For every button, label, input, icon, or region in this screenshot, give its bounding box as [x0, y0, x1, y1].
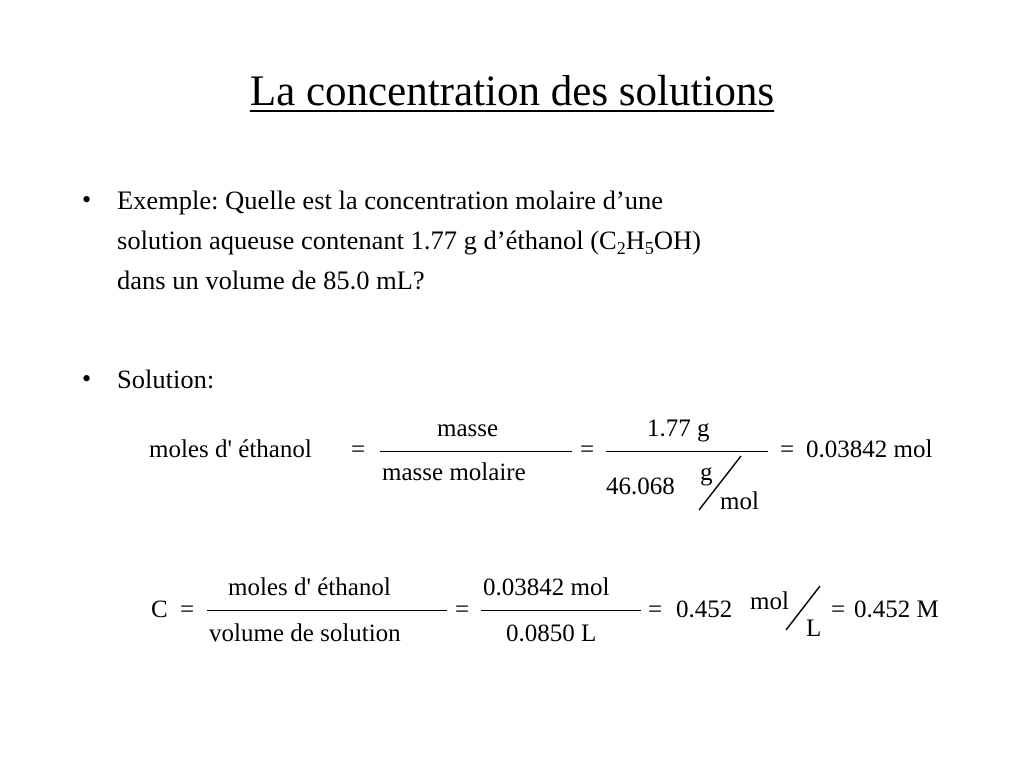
bullet-2-text: Solution:: [117, 364, 215, 394]
bullet-1-line-1: Exemple: Quelle est la concentration molaire d’une: [117, 185, 663, 215]
slide-title-text: La concentration des solutions: [249, 68, 775, 115]
eq1-frac1-numerator: masse: [437, 415, 499, 442]
eq1-frac2-numerator: 1.77 g: [647, 415, 710, 442]
eq2-unit-numerator: mol: [750, 588, 789, 615]
equals-sign: =: [180, 596, 195, 623]
bullet-marker: •: [82, 185, 92, 214]
eq2-lhs: C: [151, 596, 168, 623]
eq2-result: 0.452 M: [854, 596, 939, 623]
eq1-result: 0.03842 mol: [806, 436, 933, 463]
equals-sign: =: [831, 596, 846, 623]
eq2-unit-denominator: L: [806, 615, 822, 642]
subscript-2: 2: [616, 238, 626, 258]
eq2-value: 0.452: [676, 596, 733, 623]
eq2-frac2-numerator: 0.03842 mol: [483, 574, 610, 601]
eq1-unit-numerator: g: [700, 459, 713, 486]
fraction-bar: [207, 610, 447, 611]
hydrogen-symbol: H: [625, 225, 645, 255]
equals-sign: =: [648, 596, 663, 623]
eq1-frac2-denominator-value: 46.068: [606, 473, 675, 500]
equals-sign: =: [455, 596, 470, 623]
eq1-lhs: moles d' éthanol: [149, 436, 312, 463]
fraction-bar: [481, 610, 641, 611]
eq1-unit-denominator: mol: [720, 488, 759, 515]
equals-sign: =: [780, 436, 795, 463]
eq2-frac2-denominator: 0.0850 L: [506, 620, 597, 647]
eq1-frac1-denominator: masse molaire: [382, 459, 526, 486]
line-2-tail: OH): [653, 225, 701, 255]
equals-sign: =: [580, 436, 595, 463]
unit-slash: [780, 578, 830, 638]
eq2-frac1-denominator: volume de solution: [209, 620, 401, 647]
line-2-text: solution aqueuse contenant 1.77 g d’éthanol (C: [117, 225, 617, 255]
bullet-1-line-2: [117, 220, 701, 260]
fraction-bar: [380, 451, 572, 452]
equals-sign: =: [351, 436, 366, 463]
unit-slash: [690, 448, 750, 518]
slide-title: [0, 66, 1024, 118]
eq2-frac1-numerator: moles d' éthanol: [228, 574, 391, 601]
subscript-5: 5: [644, 238, 654, 258]
bullet-1-line-3: dans un volume de 85.0 mL?: [117, 265, 425, 295]
bullet-marker: •: [82, 364, 92, 393]
